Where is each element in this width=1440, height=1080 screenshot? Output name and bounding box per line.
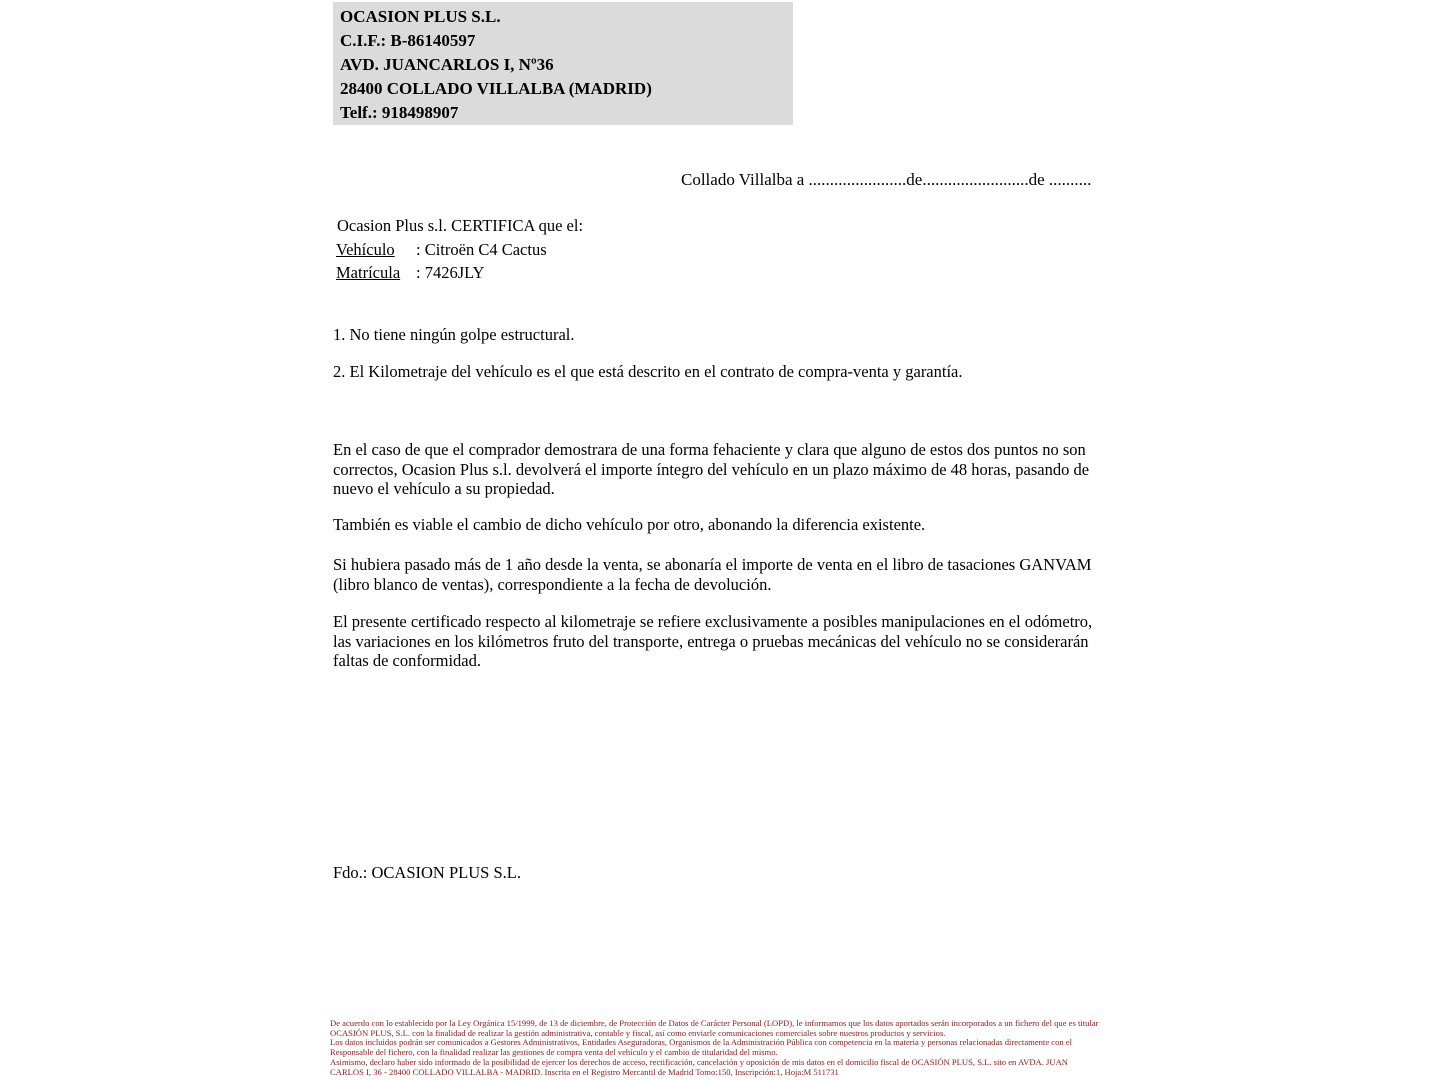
legal-paragraph-rights: Asimismo, declaro haber sido informado de la posibilidad de ejercer los derechos de acceso, rectificación, cancelación y oposición de mis datos en el domicilio fiscal de OCASIÓN PLUS, S.L. sito en AVDA. JUAN CARLOS I, 36 - 28400 COLLADO VILLALBA - MADRID. Inscrita en el Registro Mercantil de Madrid Tomo:150, Inscripción:1, Hoja:M 511731 — [330, 1056, 1069, 1077]
plate-label-cell — [336, 263, 416, 283]
body-paragraph-exchange: También es viable el cambio de dicho vehículo por otro, abonando la diferencia existente. — [333, 515, 926, 534]
vehicle-label: Vehículo — [336, 240, 395, 259]
company-phone: Telf.: 918498907 — [340, 103, 459, 122]
certify-intro: Ocasion Plus s.l. CERTIFICA que el: — [337, 216, 584, 235]
legal-footer — [330, 1019, 1102, 1077]
company-name: OCASION PLUS S.L. — [340, 7, 501, 26]
certified-point-2: 2. El Kilometraje del vehículo es el que está descrito en el contrato de compra-venta y garantía. — [333, 362, 963, 381]
legal-paragraph-data-sharing: Los datos incluidos podrán ser comunicados a Gestores Administrativos, Entidades Aseguradoras, Organismos de la Administración Pública con competencia en la materia y personas relacionadas directamente con el Responsable del fichero, con la finalidad realizar las gestiones de compra venta del vehículo y el cambio de titularidad del mismo. — [330, 1037, 1073, 1058]
plate-field — [336, 263, 484, 283]
certified-point-1: 1. No tiene ningún golpe estructural. — [333, 325, 575, 344]
plate-value: : 7426JLY — [416, 263, 485, 282]
company-address: AVD. JUANCARLOS I, Nº36 — [340, 55, 554, 74]
date-line: Collado Villalba a .......................de.........................de .......... — [681, 170, 1092, 189]
body-paragraph-ganvam: Si hubiera pasado más de 1 año desde la venta, se abonaría el importe de venta en el libro de tasaciones GANVAM (libro blanco de ventas), correspondiente a la fecha de devolución. — [333, 555, 1092, 594]
body-paragraph-refund: En el caso de que el comprador demostrara de una forma fehaciente y clara que alguno de estos dos puntos no son correctos, Ocasion Plus s.l. devolverá el importe íntegro del vehículo en un plazo máximo de 48 horas, pasando de nuevo el vehículo a su propiedad. — [333, 440, 1090, 498]
body-paragraph-odometer: El presente certificado respecto al kilometraje se refiere exclusivamente a posibles manipulaciones en el odómetro, las variaciones en los kilómetros fruto del transporte, entrega o pruebas mecánicas del vehículo no se considerarán faltas de conformidad. — [333, 612, 1093, 670]
signature-line: Fdo.: OCASION PLUS S.L. — [333, 863, 521, 882]
company-city: 28400 COLLADO VILLALBA (MADRID) — [340, 79, 652, 98]
vehicle-label-cell — [336, 240, 416, 260]
letterhead — [333, 2, 793, 125]
vehicle-field — [336, 240, 547, 260]
plate-label: Matrícula — [336, 263, 401, 282]
vehicle-value: : Citroën C4 Cactus — [416, 240, 547, 259]
company-cif: C.I.F.: B-86140597 — [340, 31, 476, 50]
legal-paragraph-lopd: De acuerdo con lo establecido por la Ley Orgánica 15/1999, de 13 de diciembre, de Protección de Datos de Carácter Personal (LOPD), le informamos que los datos aportados serán incorporados a un fichero del que es titular OCASIÓN PLUS, S.L. con la finalidad de realizar la gestión administrativa, contable y fiscal, así como enviarle comunicaciones comerciales sobre nuestros productos y servicios. — [330, 1018, 1099, 1038]
